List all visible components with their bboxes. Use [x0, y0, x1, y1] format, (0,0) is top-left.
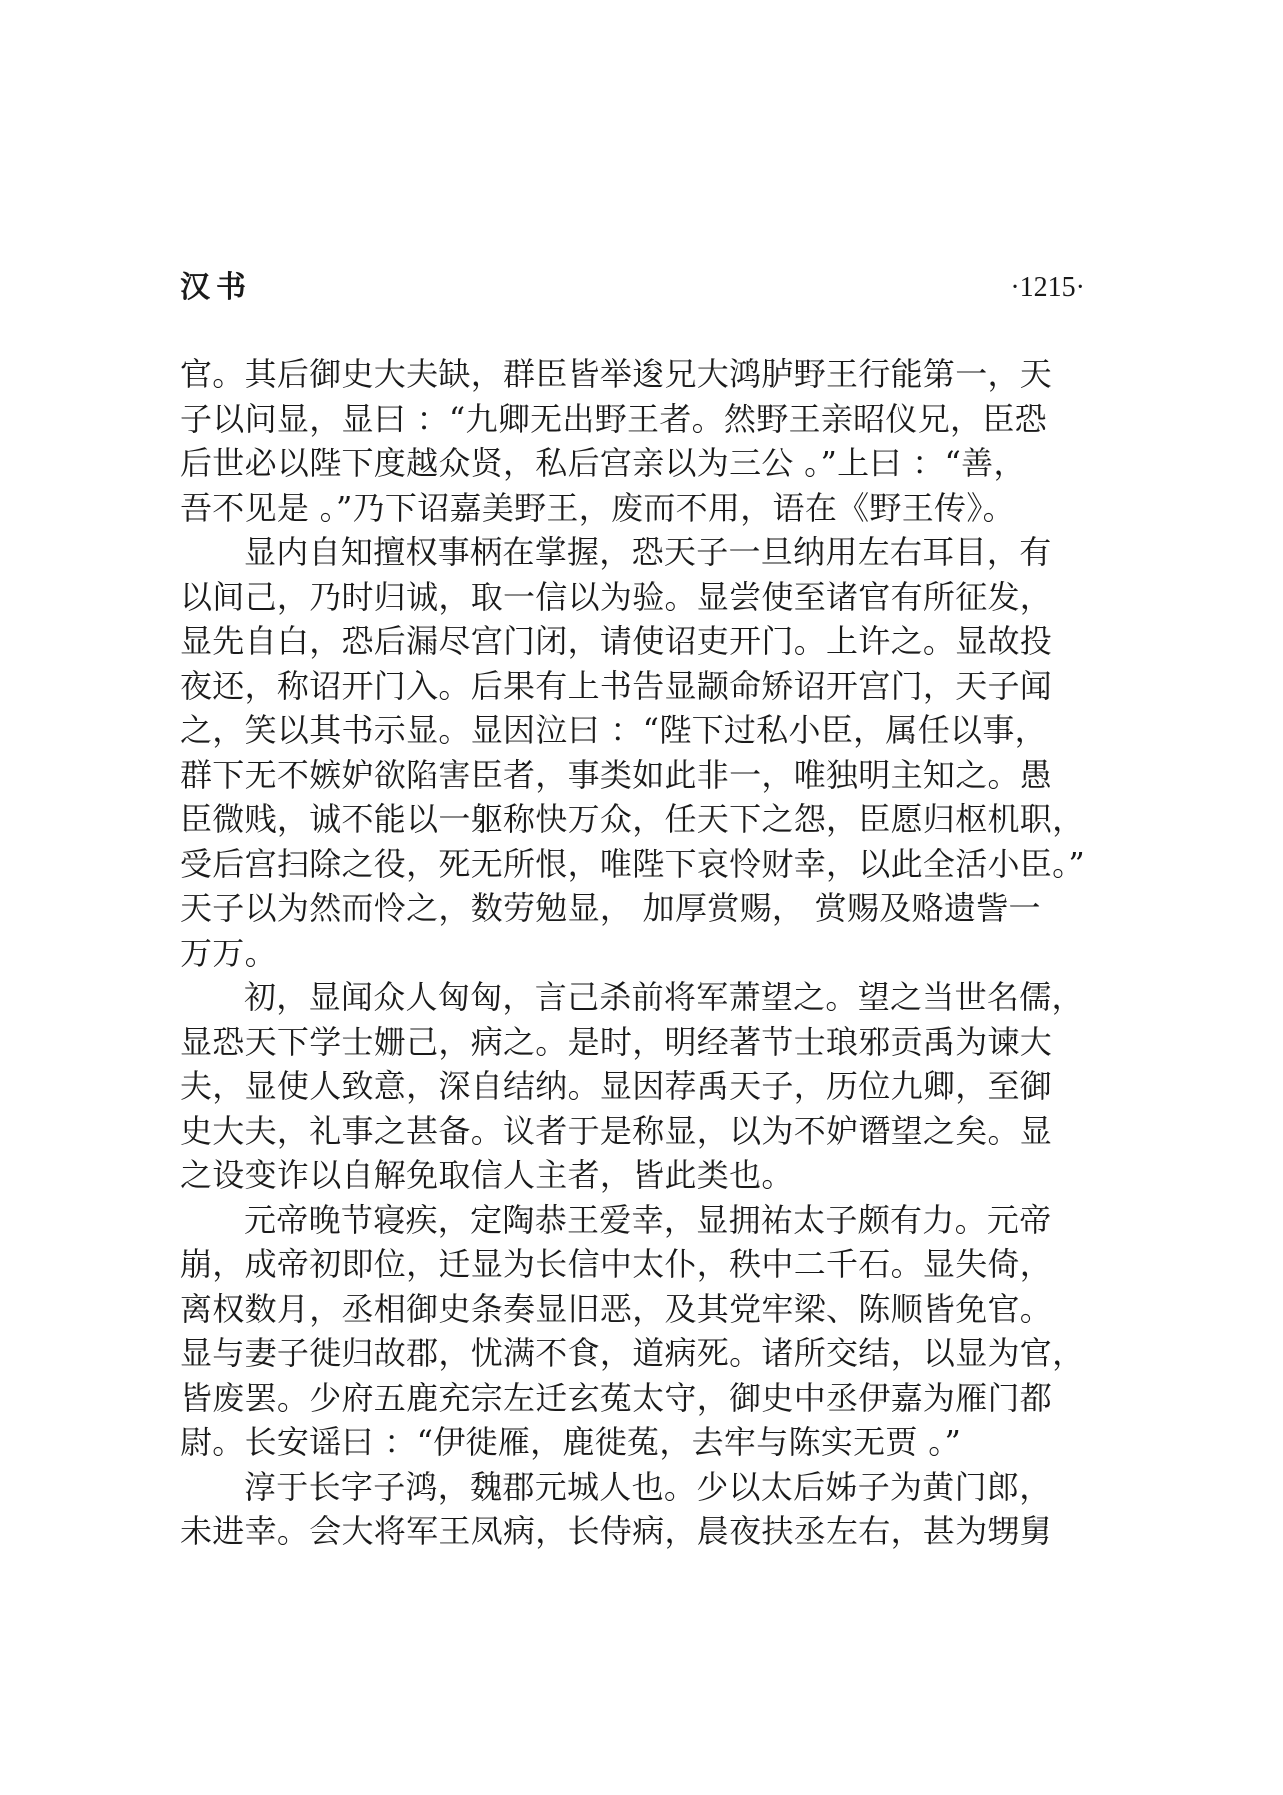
text-line: 后世必以陛下度越众贤，私后宫亲以为三公 。”上曰 ：“善， [180, 444, 1026, 482]
text-line: 史大夫，礼事之甚备。议者于是称显，以为不妒谮望之矣。显 [180, 1111, 1053, 1150]
text-line: 夜还，称诏开门入。后果有上书告显颛命矫诏开宫门，天子闻 [180, 666, 1053, 705]
text-line: 崩，成帝初即位，迁显为长信中太仆，秩中二千石。显失倚， [180, 1245, 1053, 1283]
text-line: 天子以为然而怜之，数劳勉显， 加厚赏赐， 赏赐及赂遗訾一 [180, 889, 1041, 927]
text-line: 以间己，乃时归诚，取一信以为验。显尝使至诸官有所征发， [180, 577, 1053, 616]
text-line: 离权数月，丞相御史条奏显旧恶，及其党牢梁、陈顺皆免官。 [180, 1289, 1053, 1328]
text-line: 群下无不嫉妒欲陷害臣者，事类如此非一，唯独明主知之。愚 [180, 755, 1053, 794]
text-line: 显先自白，恐后漏尽宫门闭，请使诏吏开门。上许之。显故投 [180, 622, 1053, 660]
text-line: 之，笑以其书示显。显因泣曰 ：“陛下过私小臣，属任以事， [180, 711, 1047, 749]
body-text [180, 352, 1100, 1554]
text-line: 显与妻子徙归故郡，忧满不食，道病死。诸所交结，以显为官， [180, 1334, 1085, 1372]
text-line: 万万。 [180, 933, 277, 972]
text-line: 子以问显，显曰 ：“九卿无出野王者。然野王亲昭仪兄，臣恐 [180, 399, 1047, 438]
text-line: 夫，显使人致意，深自结纳。显因荐禹天子，历位九卿，至御 [180, 1067, 1053, 1105]
text-line: 臣微贱，诚不能以一躯称快万众，任天下之怨，臣愿归枢机职， [180, 800, 1085, 838]
text-line: 尉。长安谣曰 ：“伊徙雁，鹿徙菟，去牢与陈实无贾 。” [180, 1423, 962, 1461]
paragraph-first-line: 初，显闻众人匈匈，言己杀前将军萧望之。望之当世名儒， [244, 978, 1084, 1016]
page-header [180, 268, 1085, 308]
text-line: 未进幸。会大将军王凤病，长侍病，晨夜扶丞左右，甚为甥舅 [180, 1512, 1053, 1550]
text-line: 受后宫扫除之役，死无所恨，唯陛下哀怜财幸，以此全活小臣。” [180, 844, 1086, 883]
text-line: 显恐天下学士姗己，病之。是时，明经著节士琅邪贡禹为谏大 [180, 1022, 1053, 1061]
book-title: 汉书 [180, 270, 252, 305]
paragraph-first-line: 淳于长字子鸿，魏郡元城人也。少以太后姊子为黄门郎， [244, 1467, 1052, 1506]
text-line: 皆废罢。少府五鹿充宗左迁玄菟太守，御史中丞伊嘉为雁门都 [180, 1378, 1053, 1417]
text-line: 官。其后御史大夫缺，群臣皆举逡兄大鸿胪野王行能第一，天 [180, 355, 1053, 393]
paragraph-first-line: 元帝晚节寝疾，定陶恭王爱幸，显拥祐太子颇有力。元帝 [244, 1200, 1052, 1239]
text-line: 吾不见是 。”乃下诏嘉美野王，废而不用，语在《野王传》。 [180, 488, 1015, 527]
paragraph-first-line: 显内自知擅权事柄在掌握，恐天子一旦纳用左右耳目，有 [244, 533, 1052, 571]
page-number: ·1215· [1010, 272, 1085, 303]
text-line: 之设变诈以自解免取信人主者，皆此类也。 [180, 1156, 794, 1194]
